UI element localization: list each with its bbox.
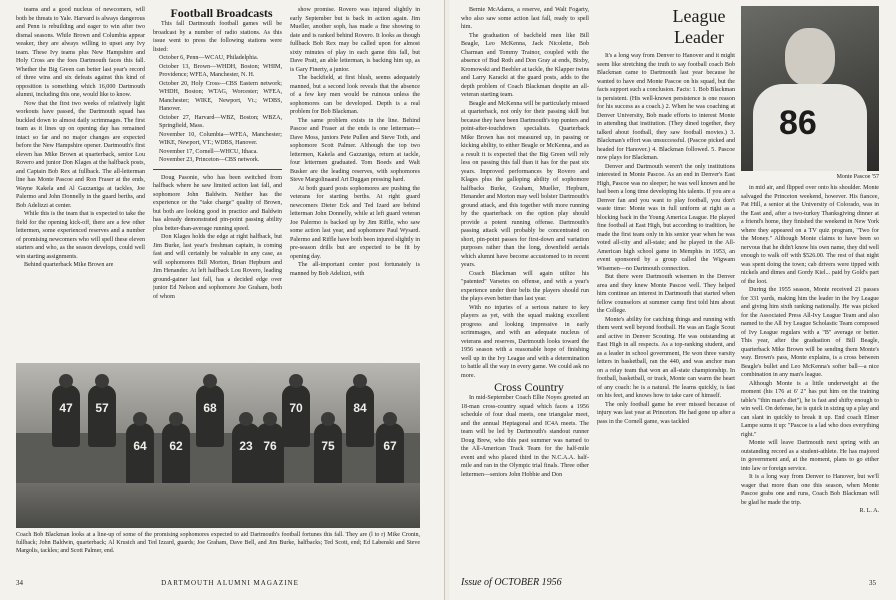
player-portrait: [741, 6, 879, 171]
jersey-number: 64: [133, 439, 147, 453]
station-list: [153, 54, 282, 165]
paragraph: While this is the team that is expected to take the field for the opening kick-off, there are a few other lettermen, some experienced reserves and a number of promising newcomers who will spell these eleven starters and who, as the season develops, could well win starting assignments.: [16, 211, 145, 260]
jersey-number: 76: [263, 439, 277, 453]
magazine-title: DARTMOUTH ALUMNI MAGAZINE: [161, 579, 299, 587]
station-item: October 20, Holy Cross—CBS Eastern network; WHDH, Boston; WTAG, Worcester; WFEA, Manchester; WIKE, Newport, Vt.; WDBS, Hanover.: [159, 80, 282, 112]
jersey-number: 23: [239, 439, 253, 453]
paragraph: Monte will leave Dartmouth next spring with an outstanding record as a student-athlete. He has majored in government and, at the moment, plans to go either into law or foreign service.: [741, 440, 879, 472]
left-column-2: [153, 6, 282, 361]
cross-country-heading: Cross Country: [494, 380, 564, 394]
paragraph: The graduation of backfield men like Bill Beagle, Leo McKenna, Jack Nicolette, Bob Charman and Tommy Trainor, coupled with the absence of Bud Roth and Don Gray at ends, Bixby, Kromowski and Beebler at tackle, the Klapper twins and Larry Karacki at the guard posts, adds to the depth problem of Coach Blackman despite an all-veteran starting team.: [461, 32, 589, 98]
jersey-number: 75: [321, 439, 335, 453]
station-item: November 23, Princeton—CBS network.: [159, 157, 260, 163]
team-photo: [16, 363, 420, 528]
jersey-number: 70: [289, 401, 303, 415]
paragraph: Coach Blackman will again utilize his "patented" Varsetes on offense, and with a year's experience under their belts the players should run the plays even better than last year.: [461, 270, 589, 302]
photo-ground: [16, 483, 420, 528]
broadcasts-intro: This fall Dartmouth football games will be broadcast by a number of radio stations. As this issue went to press the following stations were listed:: [153, 21, 282, 53]
paragraph: Don Klages holds the edge at right halfback, but Jim Burke, last year's freshman captain, is coming fast and will certainly be valuable in any case, as will sophomores Bill Morton, Brian Hepburn and Jim Henander. At left halfback Lou Rovero, leading ground-gainer last fall, has a decided edge over junior Ed Nelson and sophomore Joe Graham, both of whom: [153, 234, 282, 300]
right-column-2: [597, 52, 735, 574]
paragraph: Behind quarterback Mike Brown are: [24, 262, 114, 268]
right-column-1: [461, 6, 589, 574]
photo-caption: Coach Bob Blackman looks at a line-up of some of the promising sophomores expected to aid Dartmouth's football fortunes this fall. They are (l to r) Mike Cronin, fullback; John Baldwin, quarterback; Al Krusich and Ted Izzard, guards; Joe Graham, Dave Bell, and Jim Burke, halfbacks; Ted Scott, end; Ed Labenski and Steve Margolis, tackles; and Scott Palmer, end.: [16, 532, 420, 554]
issue-footer: Issue of OCTOBER 1956: [461, 577, 562, 588]
right-page: [449, 0, 896, 600]
paragraph: Monte's ability for catching things and running with them went well beyond football. He was an Eagle Scout and active in Denver Scouting. He was outstanding at East High in all respects. As a top-ranking student, and as a leader in school government, He won three varsity letters in basketball, ran the 440, and was anchor man on a relay team that won an all-state championship. In football, basketball, or track, Monte can warm the heart of any coach: he is a natural. He learns quickly, is fast on his feet, and knows how to take care of himself.: [597, 316, 735, 399]
author-signature: R. L. A.: [859, 508, 879, 514]
paragraph: Doug Pasonie, who has been switched from halfback where he saw limited action last fall, and sophomore John Baldwin. Neither has the experience or the "take charge" quality of Brown, but both are looking good in practice and Baldwin has already demonstrated pin-point passing ability plus better-than-average running speed.: [153, 174, 282, 232]
paragraph: Although Monte is a little underweight at the moment (his 176 at 6' 2" has put him on the training table's "thin man's diet"), he is fast and shifty enough to win well. On defense, he is quick in sizing up a play and can slant in quickly to break it up. End coach Elmer Lampe sums it up: "Pascoe is a lad who does everything right.": [741, 380, 879, 438]
article-title: [662, 6, 736, 48]
title-line: League: [672, 6, 726, 26]
jersey-number: 47: [59, 401, 73, 415]
player: [126, 423, 154, 485]
paragraph: The backfield, at first blush, seems adequately manned, but a second look reveals that the absence of a few key men would be ruinous unless the sophomores can be developed. Depth is a real problem for Bob Blackman.: [290, 75, 420, 115]
paragraph: teams and a good nucleus of newcomers, will both be threats to Yale. Harvard is always dangerous and Penn is rebuilding and eager to win after two dismal seasons. While Brown and Columbia appear weaker, they are always willing to upset any Ivy team. These Ivy teams plus New Hampshire and Holy Cross are the foes Dartmouth faces this fall. Whether the Big Green can better last year's record of three wins and six defeats against this kind of opposition is something which 16,000 Dartmouth alumni, including this one, would like to know.: [16, 7, 145, 98]
paragraph: Beagle and McKenna will be particularly missed at quarterback, not only for their passing skill but because they have been Dartmouth's top punters and point-after-touchdown specialists. Quarterback Mike Brown has not measured up, in passing or kicking ability, to either Beagle or McKenna, and as a result it is expected that the Big Green will rely less on passing this fall than it has for the past six years. Improved performances by Rovero and Klages plus the galloping ability of sophomore halfbacks Burke, Graham, Mueller, Hepburn, Henander and Morton may well bolster Dartmouth's ground attack, and this together with more running by the quarterback on the option play should provide a potent running offense. Dartmouth's passing attack will probably be concentrated on short, pin-point passes for first-down and variation purposes rather than the long, downfield aerials which alumni have become accustomed to in recent years.: [461, 100, 589, 268]
left-page: [0, 0, 445, 600]
left-column-1: [16, 6, 145, 361]
portrait-head: [785, 28, 835, 86]
jersey-number: 57: [95, 401, 109, 415]
portrait-jersey-number: 86: [779, 104, 817, 142]
paragraph: At both guard posts sophomores are pushing the veterans for starting berths. At right guard newcomers Dieter Eck and Ted Izard are behind letterman John Donnelly, while at left guard veteran Joe Palermo is backed up by Jim Riffle, who saw some action last year, and sophomore Paul Wysard. Palermo and Riffle have both been injured slightly in pre-season drills but are expected to be fit by opening day.: [290, 185, 420, 260]
player: [256, 423, 284, 485]
left-column-3: [290, 6, 420, 361]
paragraph: It's a long way from Denver to Hanover and it might seem like stretching the truth to say football coach Bob Blackman came to Dartmouth last year because he wanted to have end Monte Pascoe on his squad, but the facts support such a conclusion. Facts: 1. Bob Blackman is persistent. (His well-known persistence is one reason for his success as a coach.) 2. When he was coaching at Denver University, Bob made efforts to interest Monte in attending that institution. (They dined together, they talked about football, they saw football movies.) 3. Blackman's effort was unsuccessful. (Pascoe picked and headed for Hanover.) 4. Blackman followed. 5. Pascoe now plays for Blackman.: [597, 53, 735, 161]
player: [314, 423, 342, 485]
paragraph: show promise. Rovero was injured slightly in early September but is back in action again. Jim Mueller, another soph, has made a fine showing to date and is ranked behind Rovero. It looks as though fullback Bob Rex may be called upon for almost sixty minutes of play in each game this fall, but Dave Pratt, an able letterman, is backing him up, as is Gary Finerty, a junior.: [290, 7, 420, 73]
paragraph: The all-important center post fortunately is manned by Bob Adelizzi, with: [290, 262, 420, 277]
divider: [153, 169, 282, 170]
station-item: October 6, Penn—WCAU, Philadelphia.: [159, 55, 259, 61]
portrait-caption: Monte Pascoe '57: [836, 174, 879, 180]
jersey-number: 67: [383, 439, 397, 453]
title-line: Leader: [674, 27, 724, 47]
station-item: November 10, Columbia—WFEA, Manchester; WIKE, Newport, VT.; WDBS, Hanover.: [159, 131, 282, 146]
paragraph: Now that the first two weeks of relatively light workouts have passed, the Dartmouth squad has buckled down to almost daily scrimmages. The first team as it lines up on opening day has remained intact so far and no major changes are expected before the New Hampshire opener. Dartmouth's first eleven has Mike Brown at quarterback, senior Lou Rovero and junior Don Klages at the halfback posts, and Captain Bob Rex at fullback. The all-letterman line has Monte Pascoe and Ron Fraser at the ends, Wayne Kakela and Al Gazzaniga at tackles, Joe Palermo and John Donnelly in the guard berths, and Bob Adelizzi at center.: [16, 100, 145, 209]
paragraph: The same problem exists in the line. Behind Pascoe and Fraser at the ends is one letterman—Dave Moss, juniors Pete Pullen and Steve Toth, and sophomore Scott Palmer. Although the top two lettermen, Kakela and Gazzaniga, return at tackle, four lettermen graduated. Tom Boeds and Walt Busker are the leading reserves, with sophomores Steve Margolinaand Art Duggan pressing hard.: [290, 117, 420, 183]
paragraph: Denver and Dartmouth weren't the only institutions interested in Monte Pascoe. As an end in Denver's East High, Pascoe was no sleeper; he was well known and he had been a long time developing his talents. If you are a Denver fan and you want to play football, you don't waste time: Monte was in full uniform at right as a blocking back in the Young America League. He played fine football at East High, but according to tradition, he made the first team only in his senior year when he was voted all-city and all-state; and he played in the All-American high school game in Memphis in 1953, an event sponsored by a group called the Wigwam Wisemen—no Dartmouth connection.: [597, 163, 735, 272]
player: [162, 423, 190, 485]
player: [376, 423, 404, 485]
paragraph: With no injuries of a serious nature to key players as yet, with the squad making excellent progress and looking impressive in early scrimmages, and with an adequate nucleus of veterans and reserves, Dartmouth looks toward the 1956 season with a reasonable hope of finishing well up in the Ivy League and with a determination to battle all the way in every game. We could ask no more.: [461, 304, 589, 379]
paragraph: Bernie McAdams, a reserve, and Walt Fogarty, who also saw some action last fall, ready to spell him.: [461, 7, 589, 30]
paragraph: The only football game he ever missed because of injury was last year at Princeton. He had gone up after a pass in the Cornell game, was tackled: [597, 401, 735, 425]
broadcasts-heading: Football Broadcasts: [170, 6, 273, 20]
station-item: November 17, Cornell—WHCU, Ithaca.: [159, 148, 258, 155]
jersey-number: 68: [203, 401, 217, 415]
right-column-3: [741, 184, 879, 572]
station-item: October 27, Harvard—WBZ, Boston; WBZA, Springfield, Mass.: [159, 114, 282, 129]
paragraph: in mid air, and flipped over onto his shoulder. Monte salvaged the Princeton weekend, however. His fiancee, Pat Hill, a senior at the University of Colorado, was in the East and, after a two-turkey Thanksgiving dinner at a friend's home, they finished the weekend in New York where they appeared on a TV quiz program, "Two for the Money." Although Monte claims to have been so nervous that he didn't know his own name, they did well enough to walk off with $526.00. The rest of that night was spent doing the town; cab drivers were tipped with nickels and dimes and Gordy Kiel... paid by Gold's part of the loot.: [741, 185, 879, 285]
paragraph: But there were Dartmouth wisemen in the Denver area and they knew Monte Pascoe well. They helped him continue an interest in Dartmouth that started when fellow counselors at summer camp first told him about the College.: [597, 274, 735, 314]
station-item: October 13, Brown—WHDH, Boston; WHIM, Providence; WFEA, Manchester, N. H.: [159, 63, 282, 78]
jersey-number: 62: [169, 439, 183, 453]
paragraph: During the 1955 season, Monte received 21 passes for 331 yards, making him the leader in the Ivy League and giving him sixth ranking nationally. He was picked for the Associated Press All-Ivy League Team and also named to the All Ivy League Scholastic Team composed of Ivy League regulars with a "B" average or better. This year, after the graduation of Bill Beagle, quarterback Mike Brown will be sending them Monte's way. Brown's pass, Monte explains, is a cross between Beagle's bullet and Leo McKenna's softer ball—a nice combination in any man's league.: [741, 287, 879, 378]
paragraph: It is a long way from Denver to Hanover, but we'll wager that more than one this season, when Monte Pascoe grabs one and runs, Coach Bob Blackman will be glad he made the trip.: [741, 474, 879, 506]
jersey-number: 84: [353, 401, 367, 415]
paragraph: In mid-September Coach Ellie Noyes greeted an 18-man cross-country squad which faces a 1956 schedule of four dual meets, one triangular meet, and the annual Heptagonal and IC4A meets. The team will be led by Dartmouth's standout runner Doug Brew, who this past summer was named to the All-American Track Team for the half-mile event and who placed third in the N.C.A.A. half-mile and ran in the Olympic trial finals. Three other lettermen—seniors John Hobbie and Don: [461, 395, 589, 478]
page-number: 34: [16, 579, 23, 587]
page-number: 35: [869, 579, 876, 587]
